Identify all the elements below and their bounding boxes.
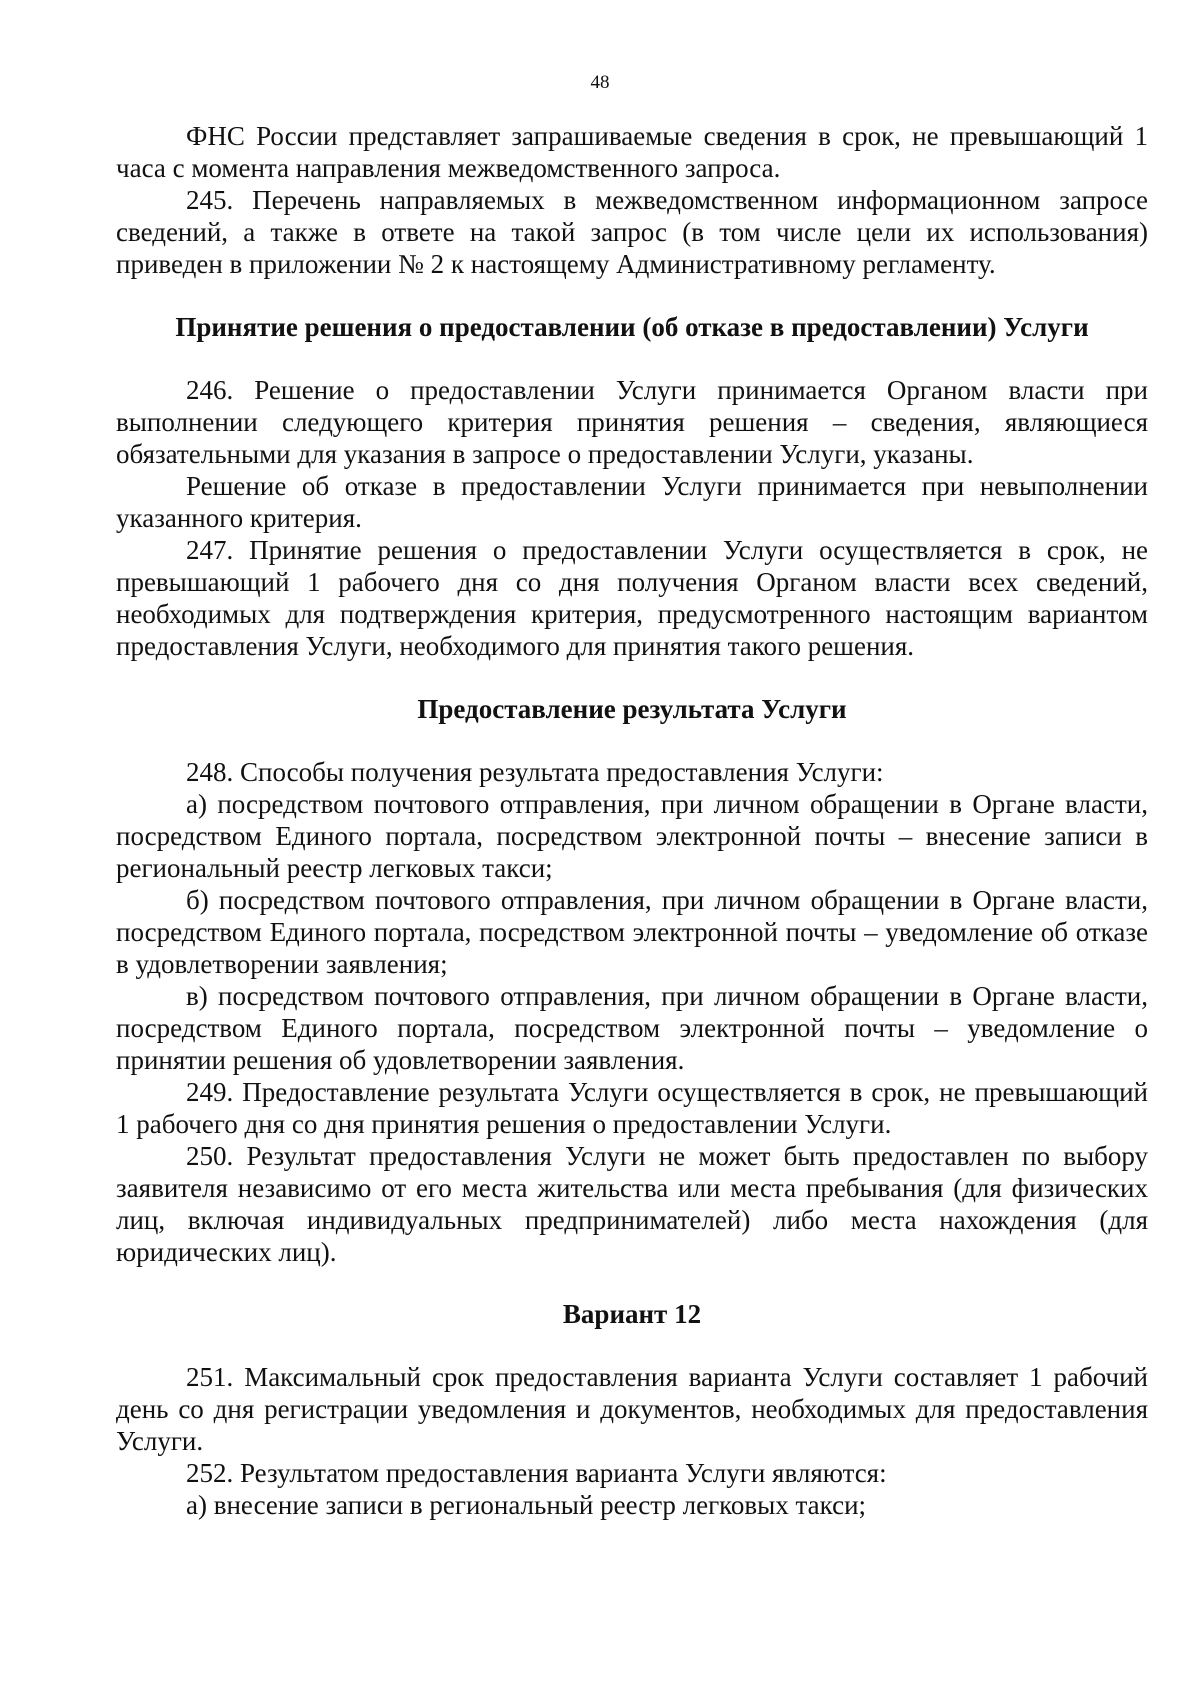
- section-heading-decision: Принятие решения о предоставлении (об отказе в предоставлении) Услуги: [175, 312, 1089, 342]
- paragraph-245: 245. Перечень направляемых в межведомственном информационном запросе сведений, а также в ответе на такой запрос (в том числе цели их использования) приведен в приложении № 2 к настоящему Административному регламенту.: [116, 185, 1148, 279]
- paragraph-248-v: в) посредством почтового отправления, при личном обращении в Органе власти, посредством Единого портала, посредством электронной почты – уведомление о принятии решения об удовлетворении заявления.: [116, 981, 1148, 1075]
- page-number: 48: [590, 72, 610, 93]
- paragraph-252: 252. Результатом предоставления варианта Услуги являются:: [186, 1458, 887, 1488]
- paragraph-249: 249. Предоставление результата Услуги осуществляется в срок, не превышающий 1 рабочего дня со дня принятия решения о предоставлении Услуги.: [116, 1077, 1148, 1139]
- section-heading-result: Предоставление результата Услуги: [417, 694, 847, 724]
- paragraph-251: 251. Максимальный срок предоставления варианта Услуги составляет 1 рабочий день со дня регистрации уведомления и документов, необходимых для предоставления Услуги.: [116, 1362, 1148, 1456]
- paragraph-247: 247. Принятие решения о предоставлении Услуги осуществляется в срок, не превышающий 1 рабочего дня со дня получения Органом власти всех сведений, необходимых для подтверждения критерия, предусмотренного настоящим вариантом предоставления Услуги, необходимого для принятия такого решения.: [116, 535, 1148, 661]
- paragraph-246: 246. Решение о предоставлении Услуги принимается Органом власти при выполнении следующего критерия принятия решения – сведения, являющиеся обязательными для указания в запросе о предоставлении Услуги, указаны.: [116, 375, 1148, 469]
- section-heading-variant-12: Вариант 12: [562, 1299, 702, 1329]
- paragraph-248: 248. Способы получения результата предоставления Услуги:: [186, 757, 884, 787]
- paragraph-fns-info: ФНС России представляет запрашиваемые сведения в срок, не превышающий 1 часа с момента направления межведомственного запроса.: [116, 121, 1148, 183]
- paragraph-252-a: а) внесение записи в региональный реестр легковых такси;: [186, 1490, 867, 1520]
- paragraph-refusal-decision: Решение об отказе в предоставлении Услуги принимается при невыполнении указанного критерия.: [116, 471, 1148, 533]
- paragraph-248-b: б) посредством почтового отправления, при личном обращении в Органе власти, посредством Единого портала, посредством электронной почты – уведомление об отказе в удовлетворении заявления;: [116, 885, 1148, 979]
- paragraph-250: 250. Результат предоставления Услуги не может быть предоставлен по выбору заявителя независимо от его места жительства или места пребывания (для физических лиц, включая индивидуальных предпринимателей) либо места нахождения (для юридических лиц).: [116, 1141, 1148, 1267]
- paragraph-248-a: а) посредством почтового отправления, при личном обращении в Органе власти, посредством Единого портала, посредством электронной почты – внесение записи в региональный реестр легковых такси;: [116, 789, 1148, 883]
- document-body: [116, 120, 1148, 1521]
